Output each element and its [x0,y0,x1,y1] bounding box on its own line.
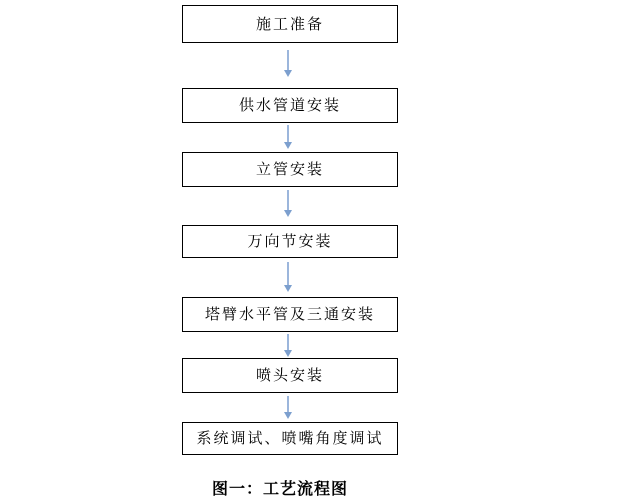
arrow-stem [287,262,289,285]
flow-step-label: 立管安装 [255,160,324,178]
flow-step-label: 供水管道安装 [238,96,341,114]
figure-caption: 图一：工艺流程图 [211,479,349,498]
arrow-head [284,70,292,77]
arrow-head [284,210,292,217]
arrow-stem [287,190,289,210]
flow-step-box-1 [182,5,398,43]
flow-step-label: 系统调试、喷嘴角度调试 [196,429,384,447]
flow-step-label: 万向节安装 [247,232,333,250]
flow-step-box-7 [182,422,398,455]
flow-step-label: 施工准备 [255,14,324,33]
flow-step-box-5 [182,297,398,332]
flow-step-box-3 [182,152,398,187]
arrow-stem [287,334,289,350]
flow-step-box-6 [182,358,398,393]
arrow-head [284,412,292,419]
arrow-stem [287,125,289,142]
flow-step-label: 塔臂水平管及三通安装 [204,305,375,323]
arrow-stem [287,50,289,70]
arrow-stem [287,396,289,412]
flow-step-label: 喷头安装 [255,366,324,384]
arrow-head [284,142,292,149]
arrow-head [284,285,292,292]
flow-step-box-4 [182,225,398,258]
arrow-head [284,350,292,357]
flow-step-box-2 [182,88,398,123]
